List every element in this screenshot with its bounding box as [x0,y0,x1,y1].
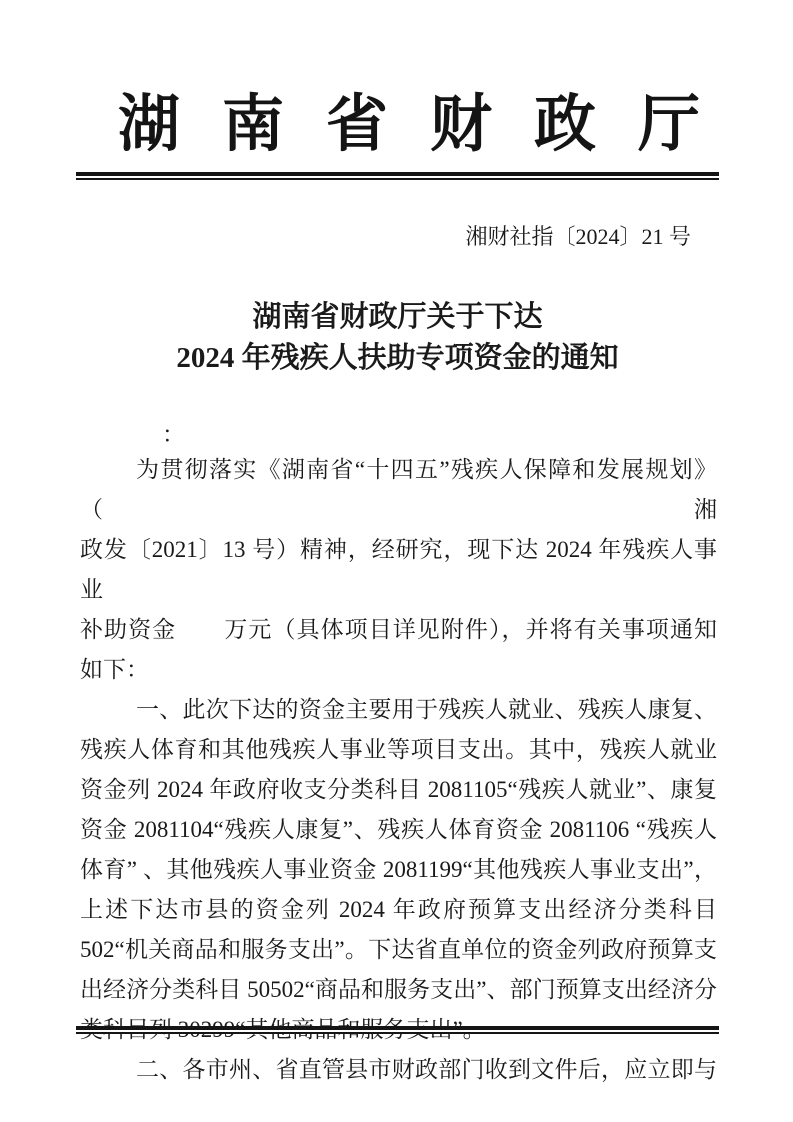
body-line: 如下： [80,657,149,682]
page-footer-line [76,1026,719,1034]
document-body [80,450,717,1090]
body-line: 资金列 2024 年政府收支分类科目 2081105“残疾人就业”、康复 [80,777,717,802]
body-line: 上述下达市县的资金列 2024 年政府预算支出经济分类科目 [80,897,717,922]
body-line: 502“机关商品和服务支出”。下达省直单位的资金列政府预算支 [80,937,717,962]
document-title [76,297,719,379]
body-line: 补助资金 万元（具体项目详见附件），并将有关事项通知 [80,617,717,642]
body-line: 出经济分类科目 50502“商品和服务支出”、部门预算支出经济分 [80,977,717,1002]
body-line: 二、各市州、省直管县市财政部门收到文件后，应立即与 [136,1057,717,1082]
document-title-line1: 湖南省财政厅关于下达 [252,301,543,333]
body-line: 为贯彻落实《湖南省“十四五”残疾人保障和发展规划》（湘 [80,457,717,522]
document-reference-number: 湘财社指〔2024〕21 号 [465,224,691,249]
body-line: 政发〔2021〕13 号）精神，经研究，现下达 2024 年残疾人事业 [80,537,717,602]
body-line: 残疾人体育和其他残疾人事业等项目支出。其中，残疾人就业 [80,737,717,762]
letterhead-divider-line [76,172,719,180]
agency-letterhead-title: 湖南省财政厅 [118,91,743,159]
body-line: 体育” 、其他残疾人事业资金 2081199“其他残疾人事业支出”， [80,857,717,882]
body-line: 一、此次下达的资金主要用于残疾人就业、残疾人康复、 [136,697,717,722]
body-line: 资金 2081104“残疾人康复”、残疾人体育资金 2081106 “残疾人 [80,817,717,842]
salutation-line: ： [162,422,185,447]
document-title-line2: 2024 年残疾人扶助专项资金的通知 [176,342,619,374]
